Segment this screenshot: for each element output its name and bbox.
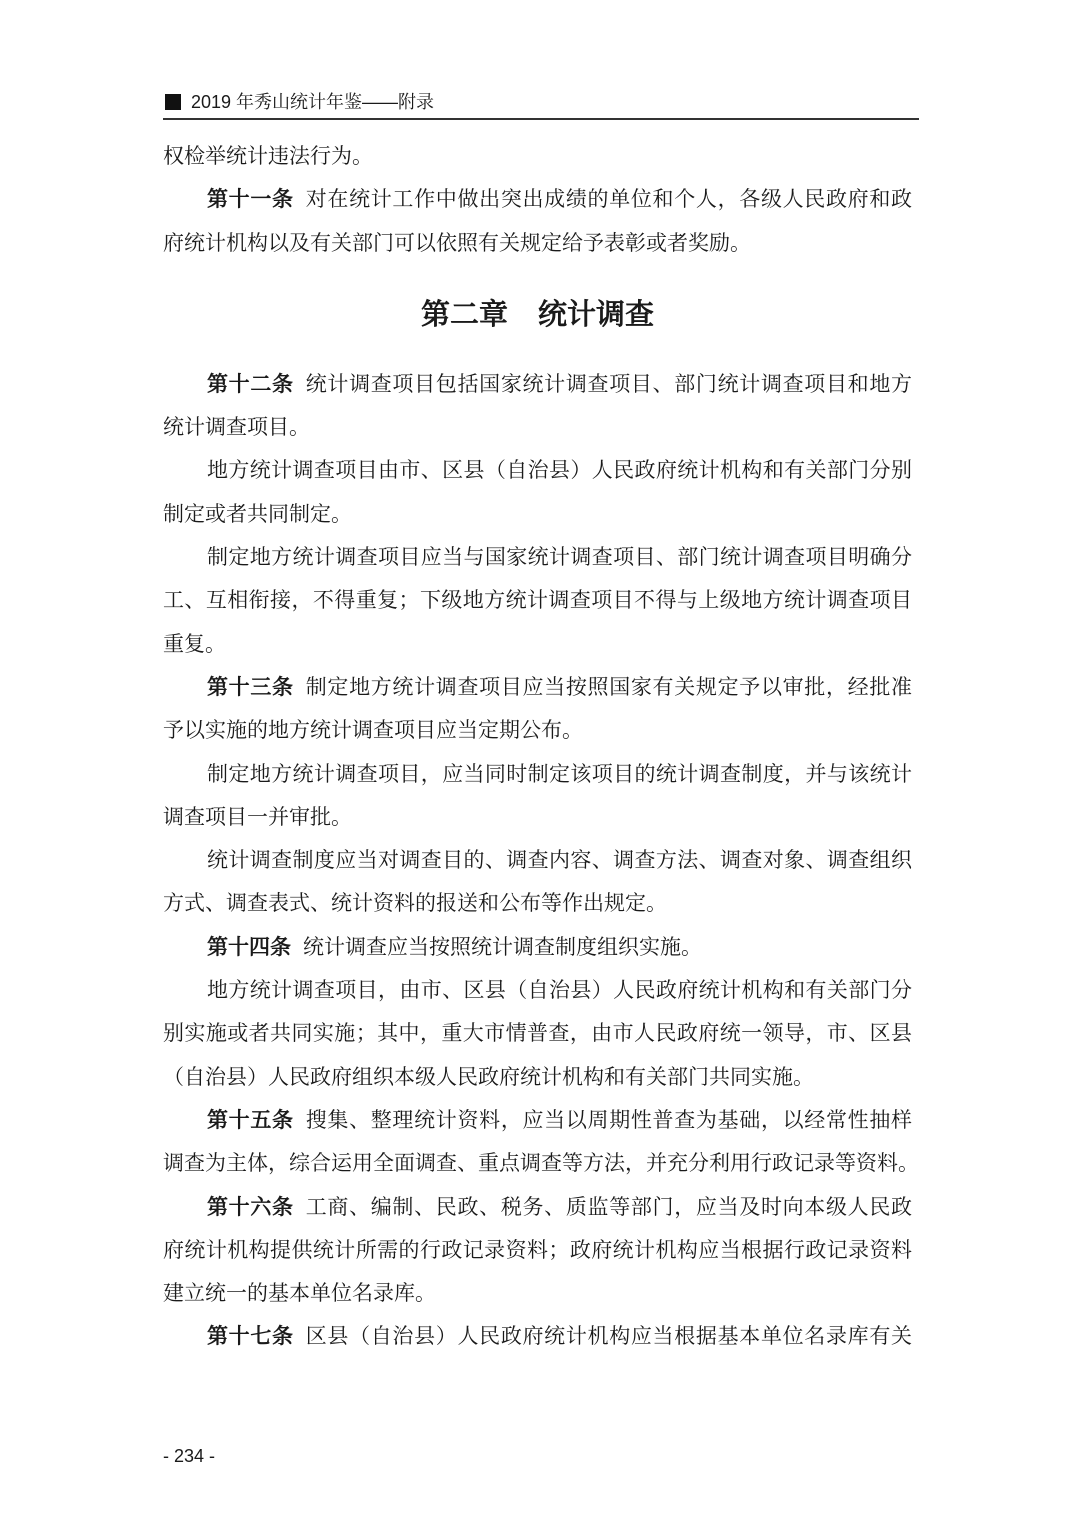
paragraph	[163, 1315, 912, 1358]
paragraph	[163, 449, 912, 536]
line-text: 制定地方统计调查项目，应当同时制定该项目的统计调查制度，并与该统计	[207, 761, 912, 786]
text-line	[163, 1056, 912, 1099]
article-label: 第十三条	[207, 674, 294, 699]
running-header	[163, 90, 919, 120]
text-line	[163, 135, 912, 178]
paragraph	[163, 1186, 912, 1316]
text-line	[163, 363, 912, 406]
text-line	[163, 1099, 912, 1142]
text-line	[163, 1186, 912, 1229]
line-text: 府统计机构以及有关部门可以依照有关规定给予表彰或者奖励。	[163, 230, 751, 255]
line-text: 统计调查应当按照统计调查制度组织实施。	[303, 934, 702, 959]
text-line	[163, 536, 912, 579]
line-text: 方式、调查表式、统计资料的报送和公布等作出规定。	[163, 891, 667, 916]
paragraph	[163, 178, 912, 265]
chapter-title: 统计调查	[538, 296, 655, 331]
text-line	[163, 222, 912, 265]
paragraph	[163, 135, 912, 178]
text-line	[163, 666, 912, 709]
line-text: 别实施或者共同实施；其中，重大市情普查，由市人民政府统一领导，市、区县	[163, 1021, 912, 1046]
text-line	[163, 1142, 919, 1185]
text-line	[163, 178, 912, 221]
paragraphs-before-chapter	[163, 135, 912, 265]
paragraph	[163, 969, 912, 1099]
article-label: 第十七条	[207, 1324, 294, 1349]
line-text: 权检举统计违法行为。	[163, 144, 373, 168]
line-text: 制定或者共同制定。	[163, 501, 352, 526]
line-text: 府统计机构提供统计所需的行政记录资料；政府统计机构应当根据行政记录资料	[163, 1237, 912, 1262]
article-label: 第十二条	[207, 371, 294, 396]
text-line	[163, 449, 912, 492]
page-number: - 234 -	[163, 1446, 216, 1466]
line-text: 工、互相衔接，不得重复；下级地方统计调查项目不得与上级地方统计调查项目	[163, 588, 912, 613]
article-label: 第十五条	[207, 1107, 294, 1132]
line-text: （自治县）人民政府组织本级人民政府统计机构和有关部门共同实施。	[163, 1064, 814, 1089]
text-line	[163, 1012, 912, 1055]
text-line	[163, 493, 912, 536]
line-text: 地方统计调查项目由市、区县（自治县）人民政府统计机构和有关部门分别	[207, 458, 912, 483]
line-text: 调查项目一并审批。	[163, 804, 352, 829]
line-text: 统计调查项目包括国家统计调查项目、部门统计调查项目和地方	[305, 371, 913, 396]
paragraph	[163, 926, 912, 969]
text-line	[163, 709, 912, 752]
header-square-icon	[165, 94, 181, 110]
paragraph	[163, 666, 912, 753]
line-text: 予以实施的地方统计调查项目应当定期公布。	[163, 718, 583, 743]
text-line	[163, 882, 912, 925]
line-text: 搜集、整理统计资料，应当以周期性普查为基础，以经常性抽样	[305, 1107, 913, 1132]
line-text: 工商、编制、民政、税务、质监等部门，应当及时向本级人民政	[305, 1194, 913, 1219]
text-line	[163, 1315, 912, 1358]
paragraph	[163, 363, 912, 450]
paragraph	[163, 839, 912, 926]
line-text: 制定地方统计调查项目应当按照国家有关规定予以审批，经批准	[305, 674, 913, 699]
line-text: 对在统计工作中做出突出成绩的单位和个人，各级人民政府和政	[305, 187, 913, 212]
line-text: 统计调查项目。	[163, 415, 310, 440]
line-text: 统计调查制度应当对调查目的、调查内容、调查方法、调查对象、调查组织	[207, 848, 912, 873]
paragraph	[163, 536, 912, 666]
text-line	[163, 796, 912, 839]
paragraph	[163, 753, 912, 840]
text-line	[163, 406, 912, 449]
text-line	[163, 839, 912, 882]
text-line	[163, 623, 912, 666]
paragraphs-after-chapter	[163, 363, 919, 1359]
line-text: 调查为主体，综合运用全面调查、重点调查等方法，并充分利用行政记录等资料。	[163, 1151, 919, 1176]
line-text: 重复。	[163, 631, 226, 656]
text-line	[163, 1272, 912, 1315]
text-line	[163, 926, 912, 969]
line-text: 制定地方统计调查项目应当与国家统计调查项目、部门统计调查项目明确分	[207, 545, 912, 570]
article-label: 第十一条	[207, 187, 294, 212]
line-text: 地方统计调查项目，由市、区县（自治县）人民政府统计机构和有关部门分	[207, 978, 912, 1003]
chapter-heading	[163, 265, 912, 363]
document-body	[163, 135, 919, 1359]
text-line	[163, 753, 912, 796]
line-text: 建立统一的基本单位名录库。	[163, 1281, 436, 1306]
article-label: 第十六条	[207, 1194, 294, 1219]
chapter-number: 第二章	[420, 296, 508, 331]
text-line	[163, 1229, 912, 1272]
paragraph	[163, 1099, 919, 1186]
text-line	[163, 969, 912, 1012]
header-title: 2019 年秀山统计年鉴——附录	[191, 92, 435, 112]
article-label: 第十四条	[207, 934, 291, 959]
line-text: 区县（自治县）人民政府统计机构应当根据基本单位名录库有关	[305, 1324, 913, 1349]
text-line	[163, 579, 912, 622]
